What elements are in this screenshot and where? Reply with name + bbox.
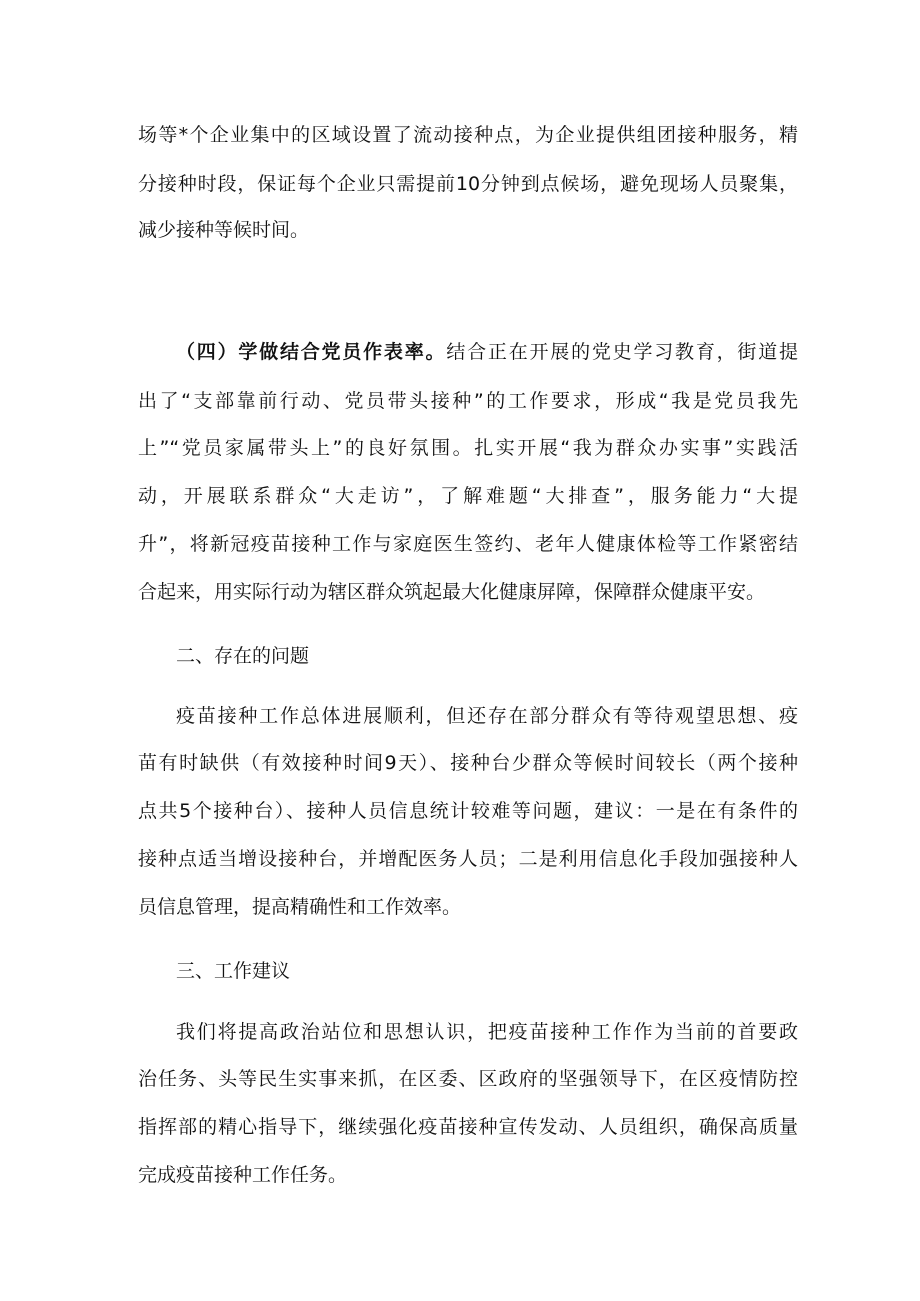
paragraph-line: 治任务、头等民生实事来抓，在区委、区政府的坚强领导下，在区疫情防控 [138,1068,798,1090]
section-heading-problems: 二、存在的问题 [176,645,310,667]
paragraph-line: 苗有时缺供（有效接种时间9天）、接种台少群众等候时间较长（两个接种 [138,752,798,774]
paragraph-line: 指挥部的精心指导下，继续强化疫苗接种宣传发动、人员组织，确保高质量 [138,1116,798,1138]
paragraph-line: 升”，将新冠疫苗接种工作与家庭医生签约、老年人健康体检等工作紧密结 [138,533,798,555]
paragraph-line: 合起来，用实际行动为辖区群众筑起最大化健康屏障，保障群众健康平安。 [138,581,766,603]
paragraph-line: 完成疫苗接种工作任务。 [138,1164,348,1186]
paragraph-line: 分接种时段，保证每个企业只需提前10分钟到点候场，避免现场人员聚集， [138,173,798,195]
paragraph-line: 员信息管理，提高精确性和工作效率。 [138,896,462,918]
section-heading-suggestions: 三、工作建议 [176,960,291,982]
section-four-first-line [176,340,798,364]
paragraph-line: 动，开展联系群众“大走访”，了解难题“大排查”，服务能力“大提 [138,485,798,507]
paragraph-line: 出了“支部靠前行动、党员带头接种”的工作要求，形成“我是党员我先 [138,390,798,412]
paragraph-line: 上”“党员家属带头上”的良好氛围。扎实开展“我为群众办实事”实践活 [138,437,798,459]
paragraph-line: 疫苗接种工作总体进展顺利，但还存在部分群众有等待观望思想、疫 [176,705,798,727]
paragraph-line: 减少接种等候时间。 [138,219,310,241]
paragraph-line: 场等*个企业集中的区域设置了流动接种点，为企业提供组团接种服务，精 [138,124,798,146]
paragraph-line: 点共5个接种台）、接种人员信息统计较难等问题，建议：一是在有条件的 [138,800,798,822]
paragraph-line: 接种点适当增设接种台，并增配医务人员；二是利用信息化手段加强接种人 [138,848,798,870]
paragraph-line: 我们将提高政治站位和思想认识，把疫苗接种工作作为当前的首要政 [176,1021,798,1043]
section-four-first-line-text: 结合正在开展的党史学习教育，街道提 [446,341,798,363]
section-four-title: （四）学做结合党员作表率。 [176,341,447,363]
